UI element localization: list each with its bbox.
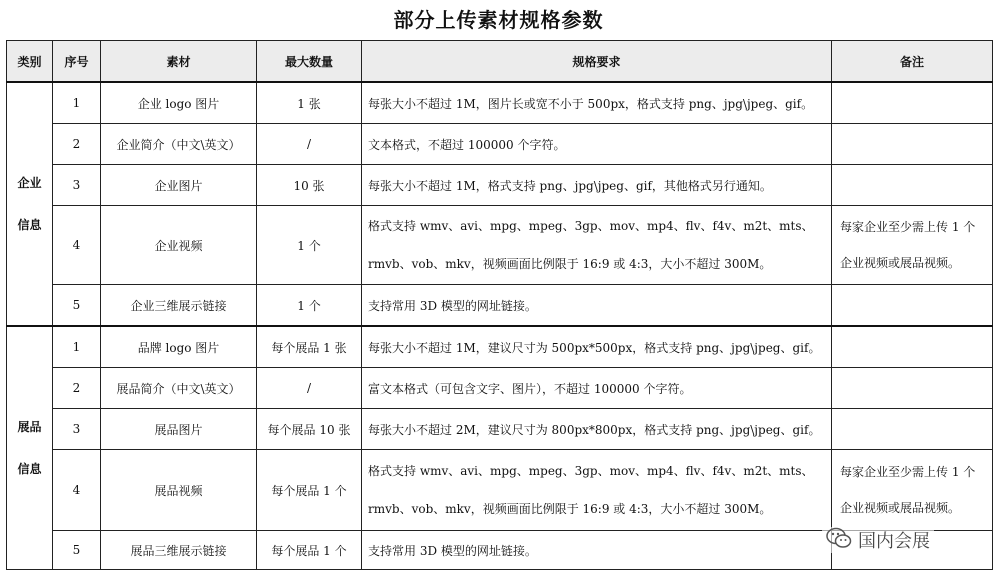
- watermark: [822, 527, 934, 553]
- category-cell: [7, 326, 53, 570]
- spec-cell: 格式支持 wmv、avi、mpg、mpeg、3gp、mov、mp4、flv、f4v、m2t、mts、rmvb、vob、mkv，视频画面比例限于 16:9 或 4:3，大小不超过 300M。: [362, 450, 832, 531]
- material-cell: 企业三维展示链接: [101, 285, 257, 327]
- spec-cell: 格式支持 wmv、avi、mpg、mpeg、3gp、mov、mp4、flv、f4v、m2t、mts、rmvb、vob、mkv，视频画面比例限于 16:9 或 4:3，大小不超过 300M。: [362, 206, 832, 285]
- row-number: 3: [53, 409, 101, 450]
- spec-cell: 每张大小不超过 1M，图片长或宽不小于 500px，格式支持 png、jpg\jpeg、gif。: [362, 82, 832, 124]
- table-row: [7, 285, 993, 327]
- table-row: [7, 368, 993, 409]
- note-cell: [832, 368, 993, 409]
- material-cell: 企业 logo 图片: [101, 82, 257, 124]
- category-line: 信息: [17, 462, 42, 476]
- document-title: 部分上传素材规格参数: [393, 8, 604, 32]
- header-max-quantity: 最大数量: [257, 41, 362, 83]
- header-row: [7, 41, 993, 83]
- spec-cell: 支持常用 3D 模型的网址链接。: [362, 531, 832, 570]
- row-number: 1: [53, 82, 101, 124]
- row-number: 2: [53, 124, 101, 165]
- note-cell: 每家企业至少需上传 1 个企业视频或展品视频。: [832, 206, 993, 285]
- max-quantity-cell: 每个展品 10 张: [257, 409, 362, 450]
- category-line: 企业: [17, 176, 42, 190]
- spec-table: [6, 40, 993, 570]
- spec-cell: 富文本格式（可包含文字、图片），不超过 100000 个字符。: [362, 368, 832, 409]
- note-cell: [832, 326, 993, 368]
- material-cell: 品牌 logo 图片: [101, 326, 257, 368]
- table-row: [7, 450, 993, 531]
- header-spec: 规格要求: [362, 41, 832, 83]
- table-row: [7, 409, 993, 450]
- row-number: 1: [53, 326, 101, 368]
- category-cell: [7, 82, 53, 326]
- spec-cell: 每张大小不超过 2M，建议尺寸为 800px*800px，格式支持 png、jpg\jpeg、gif。: [362, 409, 832, 450]
- spec-cell: 文本格式，不超过 100000 个字符。: [362, 124, 832, 165]
- max-quantity-cell: 1 个: [257, 206, 362, 285]
- row-number: 4: [53, 206, 101, 285]
- row-number: 4: [53, 450, 101, 531]
- note-cell: [832, 124, 993, 165]
- spec-cell: 支持常用 3D 模型的网址链接。: [362, 285, 832, 327]
- table-row: [7, 165, 993, 206]
- spec-cell: 每张大小不超过 1M，建议尺寸为 500px*500px，格式支持 png、jpg\jpeg、gif。: [362, 326, 832, 368]
- row-number: 3: [53, 165, 101, 206]
- max-quantity-cell: 每个展品 1 个: [257, 531, 362, 570]
- category-line: 展品: [17, 420, 42, 434]
- note-cell: 每家企业至少需上传 1 个企业视频或展品视频。: [832, 450, 993, 531]
- table-row: [7, 206, 993, 285]
- material-cell: 展品图片: [101, 409, 257, 450]
- max-quantity-cell: /: [257, 124, 362, 165]
- header-number: 序号: [53, 41, 101, 83]
- header-note: 备注: [832, 41, 993, 83]
- watermark-text: 国内会展: [858, 531, 930, 552]
- row-number: 5: [53, 285, 101, 327]
- max-quantity-cell: 每个展品 1 张: [257, 326, 362, 368]
- material-cell: 企业简介（中文\英文）: [101, 124, 257, 165]
- table-row: [7, 326, 993, 368]
- row-number: 2: [53, 368, 101, 409]
- max-quantity-cell: /: [257, 368, 362, 409]
- wechat-icon: [826, 527, 852, 554]
- category-line: 信息: [17, 218, 42, 232]
- table-row: [7, 82, 993, 124]
- material-cell: 展品三维展示链接: [101, 531, 257, 570]
- table-row: [7, 124, 993, 165]
- spec-cell: 每张大小不超过 1M，格式支持 png、jpg\jpeg、gif，其他格式另行通知。: [362, 165, 832, 206]
- max-quantity-cell: 1 张: [257, 82, 362, 124]
- max-quantity-cell: 每个展品 1 个: [257, 450, 362, 531]
- material-cell: 展品简介（中文\英文）: [101, 368, 257, 409]
- note-cell: [832, 285, 993, 327]
- note-cell: [832, 82, 993, 124]
- row-number: 5: [53, 531, 101, 570]
- note-cell: [832, 165, 993, 206]
- max-quantity-cell: 10 张: [257, 165, 362, 206]
- material-cell: 企业视频: [101, 206, 257, 285]
- header-category: 类别: [7, 41, 53, 83]
- material-cell: 企业图片: [101, 165, 257, 206]
- max-quantity-cell: 1 个: [257, 285, 362, 327]
- header-material: 素材: [101, 41, 257, 83]
- material-cell: 展品视频: [101, 450, 257, 531]
- note-cell: [832, 409, 993, 450]
